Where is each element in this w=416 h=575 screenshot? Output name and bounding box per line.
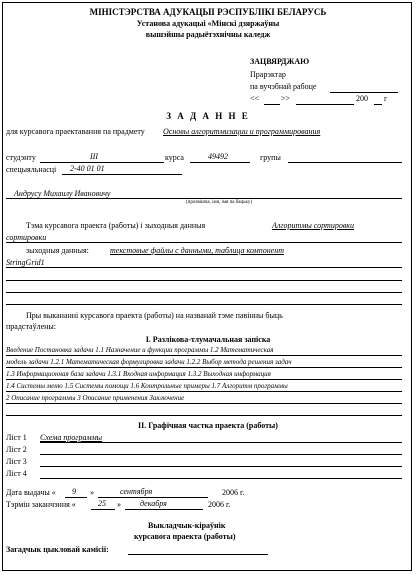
input-text-2: StringGrid1 [6,258,45,267]
student-number: III [90,152,98,161]
student-name-caption: (прозвішча, імя, імя па бацьку) [186,200,252,205]
due-day: 25 [98,499,106,508]
sheet-label: Ліст 3 [6,457,27,466]
issue-month: сентября [120,487,153,496]
blank-line-3 [6,304,402,305]
part1-rule [6,379,402,380]
approval-year: 200 [356,94,368,103]
due-label: Тэрмін заканчэння « [6,500,76,509]
sheet-value: Схема программы [40,433,103,442]
input-line-1 [6,267,402,268]
student-name-line [6,198,402,199]
approval-date-open: << [250,94,260,103]
issue-day-line [65,497,87,498]
commission-label: Загадчык цыкловай камісіі: [6,545,109,554]
part1-rule [6,391,402,392]
issue-quote: » [90,488,94,497]
course-label: курса [165,153,184,162]
course-line [190,162,250,163]
due-month-line [125,509,203,510]
part1-rule [6,355,402,356]
institution-line: Установа адукацыі «Мінскі дзяржаўны [136,19,280,28]
part1-line: 1.4 Системы меню 1.5 Системы помощи 1.6 Контрольные примеры 1.7 Алгоритм программы [6,382,288,390]
college-line: вышэйшы радыётэхнічны каледж [145,30,271,39]
spec-line [62,174,182,175]
part1-line: 2 Описание программы 3 Описание применения Заключение [6,394,185,402]
approval-year-suffix: г [384,94,388,103]
part1-line: Введение Постановка задачи 1.1 Назначение и функции программы 1.2 Математическая [6,346,274,354]
sheet-label: Ліст 2 [6,445,27,454]
input-label: зыходныя данныя: [26,246,89,255]
part1-rule [6,367,402,368]
due-year: 2006 г. [208,500,231,509]
issue-month-line [98,497,208,498]
ministry-heading: МІНІСТЭРСТВА АДУКАЦЫІ РЭСПУБЛІКІ БЕЛАРУСЬ [89,7,327,17]
part1-rule [6,403,402,404]
sheet-line [40,466,402,467]
student-name: Андрусу Михаилу Ивановичу [14,189,111,198]
approval-month-line [296,104,354,105]
approval-signature-line [330,92,398,93]
issue-label: Дата выдачы « [6,488,56,497]
document-frame [2,2,412,571]
topic-line-1 [6,242,402,243]
project-intro: для курсавога праектавання па прадмету [6,127,145,136]
due-month: декабря [140,499,167,508]
issue-day: 9 [72,487,76,496]
spec-label: спецыяльнасці [6,165,57,174]
blank-line-1 [6,280,402,281]
sheet-label: Ліст 1 [6,433,27,442]
part1-title: I. Разлікова-тлумачальная запіска [145,335,271,344]
sheet-line [40,442,402,443]
part1-line: 1.3 Информационная база задачи 1.3.1 Входная информация 1.3.2 Выходная информация [6,370,271,378]
sheet-label: Ліст 4 [6,469,27,478]
document-title: З А Д А Н Н Е [166,111,250,121]
course-value: 49492 [208,152,228,161]
approval-heading: ЗАЦВЯРДЖАЮ [250,57,310,66]
commission-signature-line [128,554,268,555]
spec-value: 2-40 01 01 [70,164,105,173]
approval-year-line [374,104,382,105]
instructions-line-2: прадстаўлены: [6,322,57,331]
supervisor-line-1: Выкладчык-кіраўнік [148,521,226,530]
approval-date-close: >> [281,94,291,103]
due-day-line [91,509,115,510]
input-text-1: текстовые файлы с данными, таблица компонент [110,246,284,255]
approval-role: Прарэктар [250,70,286,79]
topic-label: Тэма курсавога праекта (работы) і зыходныя данныя [26,221,206,230]
part1-line: модель задачи 1.2.1 Математическая формулировка задачи 1.2.2 Выбор метода решения задач [6,358,292,366]
group-line [288,162,402,163]
instructions-line-1: Пры выкананні курсавога праекта (работы) на названай тэме павінны быць [26,311,283,320]
group-label: групы [260,153,281,162]
approval-day-line [264,104,280,105]
student-number-line [40,162,164,163]
part1-rule [6,415,402,416]
blank-line-2 [6,292,402,293]
approval-work: па вучэбнай рабоце [250,82,317,91]
topic-text-1: Алгоритмы сортировки [272,221,355,230]
issue-year: 2006 г. [222,488,245,497]
due-quote: » [117,500,121,509]
project-subject: Основы алгоритмизации и программирования [163,127,321,136]
supervisor-line-2: курсавога праекта (работы) [134,532,236,541]
topic-text-2: сортировки [6,233,47,242]
part2-title: II. Графічная частка праекта (работы) [138,421,278,430]
sheet-line [40,478,402,479]
sheet-line [40,454,402,455]
student-label: студэнту [6,153,36,162]
